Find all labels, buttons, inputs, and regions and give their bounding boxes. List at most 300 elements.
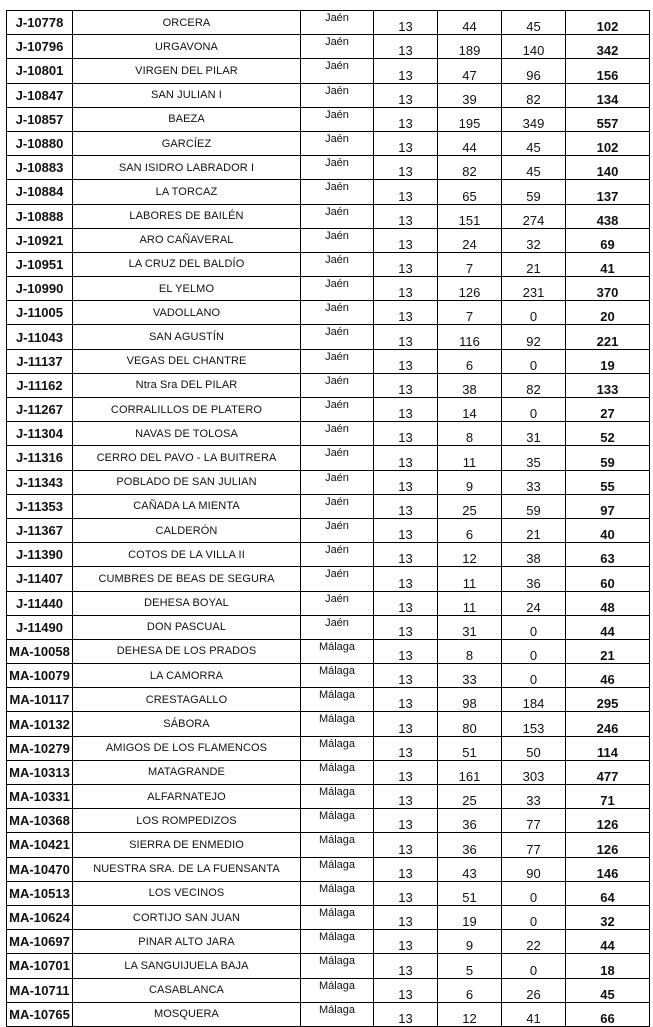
table-row (7, 180, 650, 204)
cell-name: CAÑADA LA MIENTA (73, 494, 301, 518)
cell-id: J-11490 (7, 615, 73, 639)
cell-value-3: 26 (502, 978, 566, 1002)
cell-id: MA-10331 (7, 785, 73, 809)
table-row (7, 881, 650, 905)
cell-value-2: 14 (438, 398, 502, 422)
cell-id: MA-10368 (7, 809, 73, 833)
cell-value-3: 90 (502, 857, 566, 881)
cell-total: 63 (566, 543, 650, 567)
cell-value-3: 153 (502, 712, 566, 736)
cell-total: 221 (566, 325, 650, 349)
cell-name: VEGAS DEL CHANTRE (73, 349, 301, 373)
cell-value-1: 13 (374, 83, 438, 107)
cell-total: 133 (566, 373, 650, 397)
table-row (7, 567, 650, 591)
table-row (7, 373, 650, 397)
cell-total: 66 (566, 1002, 650, 1026)
cell-value-1: 13 (374, 470, 438, 494)
cell-total: 126 (566, 809, 650, 833)
cell-total: 477 (566, 760, 650, 784)
cell-value-3: 33 (502, 785, 566, 809)
cell-total: 102 (566, 11, 650, 35)
cell-value-2: 161 (438, 760, 502, 784)
cell-value-2: 151 (438, 204, 502, 228)
cell-value-1: 13 (374, 688, 438, 712)
cell-province: Málaga (301, 978, 374, 1002)
cell-province: Jaén (301, 398, 374, 422)
cell-value-1: 13 (374, 591, 438, 615)
cell-id: J-10921 (7, 228, 73, 252)
cell-value-3: 184 (502, 688, 566, 712)
cell-name: VIRGEN DEL PILAR (73, 59, 301, 83)
cell-value-2: 51 (438, 736, 502, 760)
cell-id: MA-10701 (7, 954, 73, 978)
cell-province: Jaén (301, 156, 374, 180)
table-row (7, 277, 650, 301)
cell-total: 438 (566, 204, 650, 228)
table-row (7, 325, 650, 349)
cell-total: 18 (566, 954, 650, 978)
cell-value-1: 13 (374, 35, 438, 59)
cell-total: 69 (566, 228, 650, 252)
cell-value-3: 45 (502, 131, 566, 155)
cell-id: MA-10697 (7, 930, 73, 954)
table-row (7, 712, 650, 736)
cell-value-2: 7 (438, 301, 502, 325)
cell-value-3: 36 (502, 567, 566, 591)
cell-id: MA-10513 (7, 881, 73, 905)
cell-name: NAVAS DE TOLOSA (73, 422, 301, 446)
cell-value-2: 8 (438, 422, 502, 446)
cell-value-3: 77 (502, 833, 566, 857)
cell-id: J-11304 (7, 422, 73, 446)
cell-id: MA-10132 (7, 712, 73, 736)
table-row (7, 11, 650, 35)
cell-value-1: 13 (374, 494, 438, 518)
cell-province: Jaén (301, 204, 374, 228)
cell-name: SAN AGUSTÍN (73, 325, 301, 349)
cell-id: J-10880 (7, 131, 73, 155)
table-row (7, 252, 650, 276)
cell-value-3: 82 (502, 83, 566, 107)
cell-value-2: 51 (438, 881, 502, 905)
cell-id: J-11367 (7, 518, 73, 542)
cell-province: Jaén (301, 131, 374, 155)
cell-id: J-10801 (7, 59, 73, 83)
cell-value-3: 24 (502, 591, 566, 615)
table-row (7, 301, 650, 325)
cell-total: 246 (566, 712, 650, 736)
cell-value-1: 13 (374, 373, 438, 397)
cell-name: AMIGOS DE LOS FLAMENCOS (73, 736, 301, 760)
cell-name: CERRO DEL PAVO - LA BUITRERA (73, 446, 301, 470)
table-row (7, 760, 650, 784)
cell-value-2: 80 (438, 712, 502, 736)
cell-id: MA-10117 (7, 688, 73, 712)
cell-province: Málaga (301, 712, 374, 736)
table-row (7, 639, 650, 663)
cell-value-1: 13 (374, 156, 438, 180)
table-row (7, 809, 650, 833)
cell-value-3: 0 (502, 615, 566, 639)
table-row (7, 494, 650, 518)
table-row (7, 930, 650, 954)
cell-total: 41 (566, 252, 650, 276)
cell-value-1: 13 (374, 325, 438, 349)
cell-province: Jaén (301, 615, 374, 639)
cell-value-3: 32 (502, 228, 566, 252)
table-row (7, 349, 650, 373)
cell-name: MATAGRANDE (73, 760, 301, 784)
cell-id: MA-10313 (7, 760, 73, 784)
cell-province: Málaga (301, 688, 374, 712)
table-row (7, 591, 650, 615)
cell-total: 21 (566, 639, 650, 663)
table-row (7, 204, 650, 228)
cell-name: CUMBRES DE BEAS DE SEGURA (73, 567, 301, 591)
cell-value-2: 12 (438, 543, 502, 567)
cell-total: 342 (566, 35, 650, 59)
cell-value-2: 11 (438, 591, 502, 615)
cell-name: DEHESA DE LOS PRADOS (73, 639, 301, 663)
cell-province: Jaén (301, 518, 374, 542)
cell-name: SAN ISIDRO LABRADOR I (73, 156, 301, 180)
cell-total: 44 (566, 930, 650, 954)
cell-province: Jaén (301, 349, 374, 373)
cell-value-2: 38 (438, 373, 502, 397)
cell-total: 137 (566, 180, 650, 204)
cell-value-1: 13 (374, 349, 438, 373)
table-row (7, 688, 650, 712)
cell-name: CASABLANCA (73, 978, 301, 1002)
cell-value-1: 13 (374, 131, 438, 155)
cell-province: Jaén (301, 11, 374, 35)
cell-name: DEHESA BOYAL (73, 591, 301, 615)
cell-value-2: 6 (438, 978, 502, 1002)
cell-id: J-10778 (7, 11, 73, 35)
table-row (7, 131, 650, 155)
cell-province: Málaga (301, 833, 374, 857)
cell-value-2: 47 (438, 59, 502, 83)
cell-total: 60 (566, 567, 650, 591)
cell-value-3: 349 (502, 107, 566, 131)
cell-value-3: 50 (502, 736, 566, 760)
cell-value-3: 35 (502, 446, 566, 470)
cell-province: Málaga (301, 905, 374, 929)
cell-value-1: 13 (374, 518, 438, 542)
cell-id: J-11407 (7, 567, 73, 591)
cell-value-3: 33 (502, 470, 566, 494)
cell-value-2: 11 (438, 446, 502, 470)
cell-value-1: 13 (374, 760, 438, 784)
cell-value-2: 7 (438, 252, 502, 276)
cell-name: DON PASCUAL (73, 615, 301, 639)
cell-name: NUESTRA SRA. DE LA FUENSANTA (73, 857, 301, 881)
cell-value-1: 13 (374, 954, 438, 978)
cell-name: SÁBORA (73, 712, 301, 736)
cell-value-2: 44 (438, 131, 502, 155)
cell-value-3: 96 (502, 59, 566, 83)
table-row (7, 664, 650, 688)
table-row (7, 446, 650, 470)
cell-name: LOS VECINOS (73, 881, 301, 905)
cell-province: Jaén (301, 228, 374, 252)
table-row (7, 785, 650, 809)
cell-province: Málaga (301, 857, 374, 881)
cell-id: J-11267 (7, 398, 73, 422)
cell-value-1: 13 (374, 639, 438, 663)
cell-value-3: 0 (502, 664, 566, 688)
cell-name: GARCÍEZ (73, 131, 301, 155)
cell-value-1: 13 (374, 543, 438, 567)
cell-value-1: 13 (374, 736, 438, 760)
cell-value-1: 13 (374, 809, 438, 833)
table-row (7, 736, 650, 760)
cell-id: J-11353 (7, 494, 73, 518)
cell-value-3: 82 (502, 373, 566, 397)
cell-id: J-11390 (7, 543, 73, 567)
table-row (7, 905, 650, 929)
cell-value-3: 0 (502, 905, 566, 929)
cell-value-2: 126 (438, 277, 502, 301)
cell-value-3: 41 (502, 1002, 566, 1026)
cell-name: SAN JULIAN I (73, 83, 301, 107)
cell-value-3: 21 (502, 518, 566, 542)
cell-name: Ntra Sra DEL PILAR (73, 373, 301, 397)
cell-province: Jaén (301, 494, 374, 518)
cell-id: J-10857 (7, 107, 73, 131)
cell-value-2: 36 (438, 809, 502, 833)
cell-id: J-11137 (7, 349, 73, 373)
cell-province: Jaén (301, 422, 374, 446)
cell-id: J-10888 (7, 204, 73, 228)
cell-province: Jaén (301, 59, 374, 83)
cell-id: J-10951 (7, 252, 73, 276)
cell-province: Jaén (301, 301, 374, 325)
cell-value-1: 13 (374, 978, 438, 1002)
cell-province: Jaén (301, 180, 374, 204)
cell-id: MA-10058 (7, 639, 73, 663)
cell-id: J-10847 (7, 83, 73, 107)
cell-value-3: 0 (502, 639, 566, 663)
cell-id: J-10796 (7, 35, 73, 59)
cell-value-1: 13 (374, 712, 438, 736)
cell-total: 52 (566, 422, 650, 446)
cell-value-2: 11 (438, 567, 502, 591)
cell-value-1: 13 (374, 833, 438, 857)
cell-province: Málaga (301, 1002, 374, 1026)
cell-value-1: 13 (374, 930, 438, 954)
cell-total: 27 (566, 398, 650, 422)
cell-province: Jaén (301, 591, 374, 615)
cell-value-2: 98 (438, 688, 502, 712)
table-row (7, 156, 650, 180)
cell-total: 48 (566, 591, 650, 615)
cell-province: Málaga (301, 736, 374, 760)
cell-total: 32 (566, 905, 650, 929)
cell-province: Málaga (301, 785, 374, 809)
cell-value-2: 82 (438, 156, 502, 180)
cell-value-2: 33 (438, 664, 502, 688)
cell-value-1: 13 (374, 664, 438, 688)
cell-value-3: 21 (502, 252, 566, 276)
cell-id: MA-10470 (7, 857, 73, 881)
cell-name: PINAR ALTO JARA (73, 930, 301, 954)
cell-name: LA CAMORRA (73, 664, 301, 688)
cell-total: 20 (566, 301, 650, 325)
table-row (7, 857, 650, 881)
cell-value-2: 195 (438, 107, 502, 131)
cell-value-3: 59 (502, 494, 566, 518)
table-row (7, 35, 650, 59)
cell-value-2: 43 (438, 857, 502, 881)
cell-province: Jaén (301, 277, 374, 301)
cell-name: URGAVONA (73, 35, 301, 59)
cell-total: 557 (566, 107, 650, 131)
cell-total: 44 (566, 615, 650, 639)
table-row (7, 107, 650, 131)
cell-value-2: 19 (438, 905, 502, 929)
cell-name: ORCERA (73, 11, 301, 35)
cell-province: Jaén (301, 567, 374, 591)
cell-total: 40 (566, 518, 650, 542)
cell-value-1: 13 (374, 180, 438, 204)
table-row (7, 543, 650, 567)
cell-value-1: 13 (374, 107, 438, 131)
cell-name: CRESTAGALLO (73, 688, 301, 712)
cell-total: 370 (566, 277, 650, 301)
cell-value-3: 45 (502, 156, 566, 180)
table-row (7, 1002, 650, 1026)
cell-name: SIERRA DE ENMEDIO (73, 833, 301, 857)
cell-id: J-11162 (7, 373, 73, 397)
table-body (7, 11, 650, 1027)
cell-total: 19 (566, 349, 650, 373)
cell-name: VADOLLANO (73, 301, 301, 325)
cell-province: Málaga (301, 881, 374, 905)
cell-value-2: 9 (438, 470, 502, 494)
cell-province: Jaén (301, 35, 374, 59)
cell-value-2: 25 (438, 785, 502, 809)
cell-name: LA TORCAZ (73, 180, 301, 204)
cell-total: 126 (566, 833, 650, 857)
cell-value-3: 77 (502, 809, 566, 833)
cell-value-2: 9 (438, 930, 502, 954)
cell-value-1: 13 (374, 422, 438, 446)
table-row (7, 615, 650, 639)
cell-total: 114 (566, 736, 650, 760)
cell-value-3: 38 (502, 543, 566, 567)
cell-id: J-11043 (7, 325, 73, 349)
table-row (7, 954, 650, 978)
cell-province: Jaén (301, 543, 374, 567)
cell-province: Jaén (301, 107, 374, 131)
cell-value-2: 6 (438, 349, 502, 373)
cell-total: 46 (566, 664, 650, 688)
cell-total: 295 (566, 688, 650, 712)
data-table (6, 10, 650, 1027)
cell-value-1: 13 (374, 905, 438, 929)
cell-id: J-11316 (7, 446, 73, 470)
cell-total: 140 (566, 156, 650, 180)
cell-value-1: 13 (374, 59, 438, 83)
cell-value-2: 44 (438, 11, 502, 35)
cell-value-2: 5 (438, 954, 502, 978)
cell-name: POBLADO DE SAN JULIAN (73, 470, 301, 494)
cell-province: Málaga (301, 639, 374, 663)
cell-province: Jaén (301, 325, 374, 349)
cell-province: Jaén (301, 446, 374, 470)
cell-province: Jaén (301, 83, 374, 107)
cell-province: Málaga (301, 930, 374, 954)
cell-id: MA-10765 (7, 1002, 73, 1026)
cell-name: EL YELMO (73, 277, 301, 301)
cell-id: J-11343 (7, 470, 73, 494)
cell-name: LA CRUZ DEL BALDÍO (73, 252, 301, 276)
cell-name: LABORES DE BAILÉN (73, 204, 301, 228)
cell-total: 71 (566, 785, 650, 809)
cell-name: LOS ROMPEDIZOS (73, 809, 301, 833)
cell-id: J-10883 (7, 156, 73, 180)
cell-value-3: 231 (502, 277, 566, 301)
cell-value-1: 13 (374, 228, 438, 252)
cell-value-2: 36 (438, 833, 502, 857)
cell-value-3: 0 (502, 349, 566, 373)
table-row (7, 228, 650, 252)
table-row (7, 83, 650, 107)
cell-province: Málaga (301, 954, 374, 978)
table-row (7, 833, 650, 857)
cell-province: Jaén (301, 252, 374, 276)
cell-value-3: 92 (502, 325, 566, 349)
cell-value-2: 116 (438, 325, 502, 349)
cell-total: 134 (566, 83, 650, 107)
cell-name: ALFARNATEJO (73, 785, 301, 809)
cell-value-1: 13 (374, 881, 438, 905)
cell-province: Málaga (301, 760, 374, 784)
cell-name: MOSQUERA (73, 1002, 301, 1026)
cell-total: 146 (566, 857, 650, 881)
cell-total: 45 (566, 978, 650, 1002)
cell-value-2: 6 (438, 518, 502, 542)
cell-name: BAEZA (73, 107, 301, 131)
cell-value-3: 31 (502, 422, 566, 446)
cell-name: COTOS DE LA VILLA II (73, 543, 301, 567)
cell-value-1: 13 (374, 277, 438, 301)
cell-value-3: 0 (502, 954, 566, 978)
cell-id: MA-10079 (7, 664, 73, 688)
cell-value-3: 0 (502, 881, 566, 905)
cell-value-2: 65 (438, 180, 502, 204)
cell-name: CORTIJO SAN JUAN (73, 905, 301, 929)
cell-value-1: 13 (374, 446, 438, 470)
cell-total: 55 (566, 470, 650, 494)
cell-value-1: 13 (374, 301, 438, 325)
cell-value-3: 140 (502, 35, 566, 59)
cell-value-3: 45 (502, 11, 566, 35)
cell-value-3: 0 (502, 301, 566, 325)
cell-id: J-10990 (7, 277, 73, 301)
cell-value-1: 13 (374, 252, 438, 276)
cell-value-1: 13 (374, 11, 438, 35)
cell-id: J-10884 (7, 180, 73, 204)
cell-total: 59 (566, 446, 650, 470)
cell-value-2: 12 (438, 1002, 502, 1026)
cell-value-2: 39 (438, 83, 502, 107)
cell-value-3: 59 (502, 180, 566, 204)
cell-id: MA-10279 (7, 736, 73, 760)
cell-value-1: 13 (374, 785, 438, 809)
